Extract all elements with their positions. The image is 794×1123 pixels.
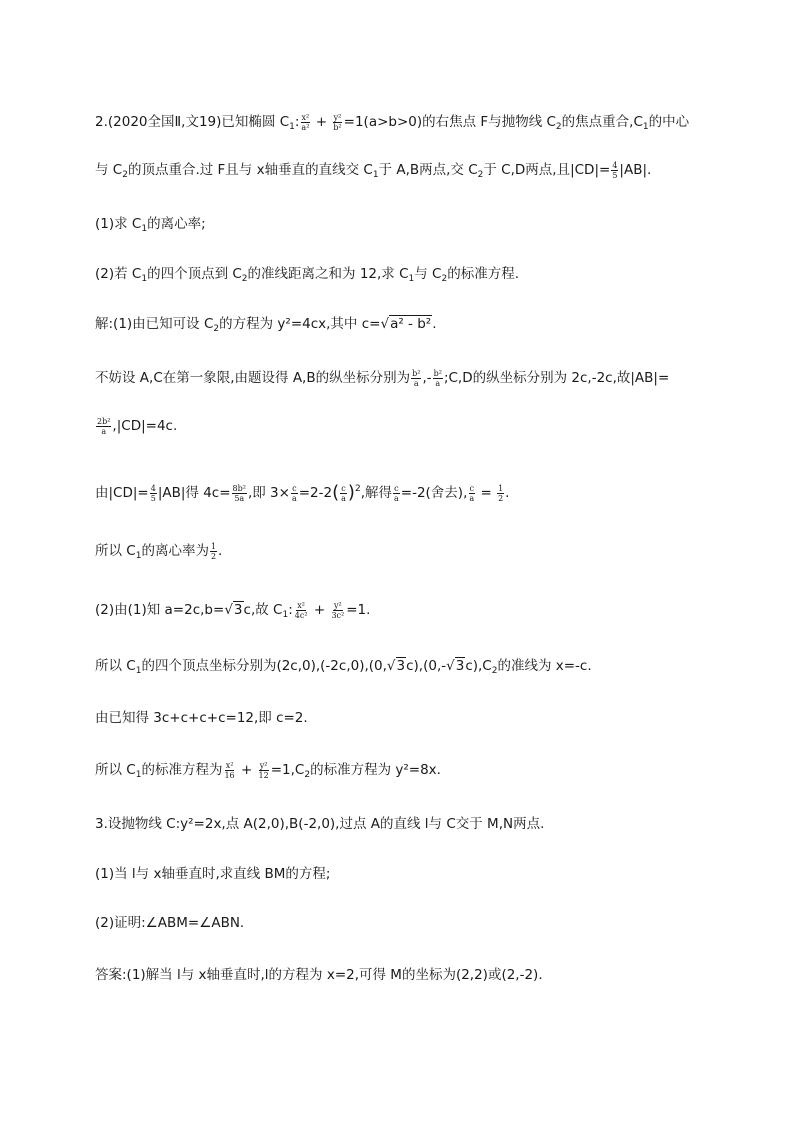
q2-stem-line-1: 2.(2020全国Ⅱ,文19)已知椭圆 $C_1$: $\frac{\text{x²}}{\text{a²}}$ + $\frac{\text{y²}}{\text{b²}}$ =1(a>b>0)的右焦点 F与抛物线 $C_2$的焦点重合$,C_1$的中心 (95, 112, 690, 132)
fraction-2b2-a: $\frac{\text{2b²}}{a}$ (97, 416, 111, 436)
question-number: 2. (95, 114, 108, 130)
q3-part-1: (1)当 l与 x轴垂直时,求直线 BM的方程; (95, 866, 331, 882)
fraction-c-a-2: $\frac{c}{a}$ (393, 483, 399, 503)
fraction-x2-a2: $\frac{\text{x²}}{\text{a²}}$ (301, 112, 310, 132)
fraction-1-2: $\frac{1}{2}$ (498, 483, 504, 503)
solution-line-4: 由|CD|= $\frac{4}{5}$ |AB|得 4c= $\frac{\text{8b²}}{5a}$ ,即 3× $\frac{c}{a}$ =2-2( $\frac{c}{a}$ )$^2$,解得 $\frac{c}{a}$ =-2(舍去), $\frac{c}{a}$ = $\frac{1}{2}$ . (95, 482, 510, 503)
fraction-y2-12: $\frac{\text{y²}}{12}$ (258, 760, 269, 780)
solution-line-7: 所以 $C_1$的四个顶点坐标分别为$(2c,0),(-2c,0),(0,√3c),(0,-√3c),C_2$的准线为 x=-c. (95, 658, 592, 676)
solution-line-8: 由已知得 3c+c+c+c=12,即 c=2. (95, 710, 308, 726)
fraction-4-5: $\frac{4}{5}$ (612, 160, 618, 180)
q3-part-2: (2)证明:∠ABM=∠ABN. (95, 915, 245, 931)
fraction-y2-b2: $\frac{\text{y²}}{\text{b²}}$ (333, 112, 342, 132)
solution-line-5: 所以 $C_1$的离心率为 $\frac{1}{2}$ . (95, 541, 223, 561)
fraction-x2-4c2: $\frac{\text{x²}}{\text{4c²}}$ (294, 600, 308, 620)
fraction-neg-b2-a: $\frac{\text{b²}}{a}$ (433, 368, 442, 388)
q2-part-1: (1)求 $C_1$的离心率; (95, 216, 206, 234)
q3-answer: 答案:(1)解当 l与 x轴垂直时,l的方程为 x=2,可得 M的坐标为(2,2)或(2,-2). (95, 967, 543, 983)
solution-line-2: 不妨设 A,C在第一象限,由题设得 A,B的纵坐标分别为 $\frac{\text{b²}}{a}$ ,- $\frac{\text{b²}}{a}$ ;C,D的纵坐标分别为 2c,-2c,故|AB|= (95, 368, 670, 388)
solution-line-6: (2)由(1)知 a=2c,b=√3c,故 $C_1$: $\frac{\text{x²}}{\text{4c²}}$ + $\frac{\text{y²}}{\text{3c²}}$ =1. (95, 600, 371, 620)
fraction-1-2-b: $\frac{1}{2}$ (210, 541, 217, 561)
fraction-4-5-b: $\frac{4}{5}$ (150, 483, 156, 503)
fraction-c-a-3: $\frac{c}{a}$ (469, 483, 475, 503)
q2-part-2: (2)若 $C_1$的四个顶点到 $C_2$的准线距离之和为 12,求 $C_1$与 $C_2$的标准方程. (95, 266, 519, 284)
fraction-x2-16: $\frac{\text{x²}}{16}$ (224, 760, 235, 780)
fraction-c-a-paren: $\frac{c}{a}$ (341, 483, 346, 503)
sqrt-a2-b2: √a² - b² (380, 316, 432, 332)
q3-stem: 3.设抛物线 C:y²=2x,点 A(2,0),B(-2,0),过点 A的直线 l与 C交于 M,N两点. (95, 816, 545, 832)
fraction-b2-a: $\frac{\text{b²}}{a}$ (412, 368, 421, 388)
fraction-c-a: $\frac{c}{a}$ (291, 483, 297, 503)
fraction-y2-3c2: $\frac{\text{y²}}{\text{3c²}}$ (331, 600, 345, 620)
solution-line-9: 所以 $C_1$的标准方程为 $\frac{\text{x²}}{16}$ + $\frac{\text{y²}}{12}$ $=1,C_2$的标准方程为 y²=8x. (95, 760, 441, 780)
question-source: (2020全国Ⅱ,文19) (107, 114, 222, 130)
fraction-8b2-5a: $\frac{\text{8b²}}{5a}$ (232, 483, 246, 503)
solution-line-1: 解:(1)由已知可设 $C_2$的方程为 y²=4cx,其中 c=√a² - b². (95, 316, 437, 334)
q2-stem-line-2: 与 $C_2$的顶点重合.过 F且与 x轴垂直的直线交 $C_1$于 A,B两点,交 $C_2$于 C,D两点,且|CD|= $\frac{4}{5}$ |AB|. (95, 160, 652, 180)
solution-line-3: $\frac{\text{2b²}}{a}$ ,|CD|=4c. (97, 416, 178, 436)
